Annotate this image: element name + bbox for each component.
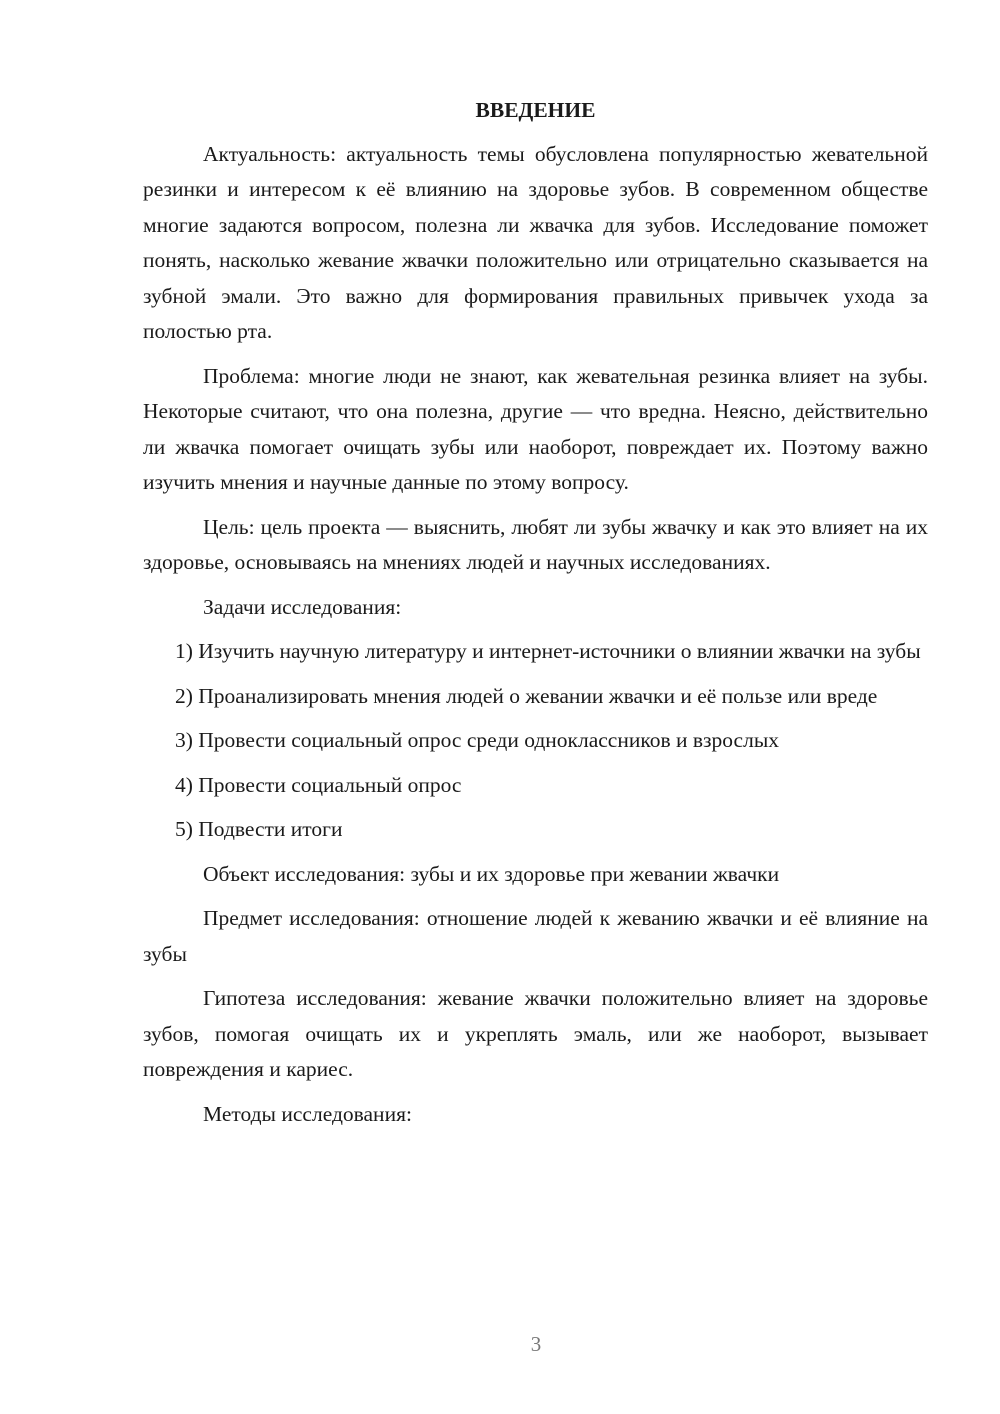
- section-title: ВВЕДЕНИЕ: [475, 98, 596, 122]
- task-item-1: 1) Изучить научную литературу и интернет-источники о влиянии жвачки на зубы: [175, 639, 921, 663]
- tasks-heading: Задачи исследования:: [203, 594, 402, 619]
- paragraph-object: Объект исследования: зубы и их здоровье при жевании жвачки: [203, 861, 780, 886]
- methods-heading: Методы исследования:: [203, 1101, 412, 1126]
- paragraph-hypothesis: Гипотеза исследования: жевание жвачки положительно влияет на здоровье зубов, помогая очищать их и укреплять эмаль, или же наоборот, вызывает повреждения и кариес.: [143, 986, 928, 1081]
- task-item-3: 3) Провести социальный опрос среди одноклассников и взрослых: [175, 728, 780, 752]
- paragraph-subject: Предмет исследования: отношение людей к жеванию жвачки и её влияние на зубы: [143, 906, 928, 966]
- paragraph-relevance: Актуальность: актуальность темы обусловлена популярностью жевательной резинки и интересом к её влиянию на здоровье зубов. В современном обществе многие задаются вопросом, полезна ли жвачка для зубов. Исследование поможет понять, насколько жевание жвачки положительно или отрицательно сказывается на зубной эмали. Это важно для формирования правильных привычек ухода за полостью рта.: [143, 141, 928, 343]
- task-item-2: 2) Проанализировать мнения людей о жевании жвачки и её пользе или вреде: [175, 683, 878, 708]
- task-item-5: 5) Подвести итоги: [175, 817, 343, 841]
- paragraph-problem: Проблема: многие люди не знают, как жевательная резинка влияет на зубы. Некоторые считают, что она полезна, другие — что вредна. Неясно, действительно ли жвачка помогает очищать зубы или наоборот, повреждает их. Поэтому важно изучить мнения и научные данные по этому вопросу.: [143, 363, 928, 494]
- page-number: 3: [530, 1332, 542, 1356]
- document-page: [143, 93, 928, 1141]
- paragraph-goal: Цель: цель проекта — выяснить, любят ли зубы жвачку и как это влияет на их здоровье, основываясь на мнениях людей и научных исследованиях.: [143, 514, 928, 574]
- task-item-4: 4) Провести социальный опрос: [175, 772, 462, 797]
